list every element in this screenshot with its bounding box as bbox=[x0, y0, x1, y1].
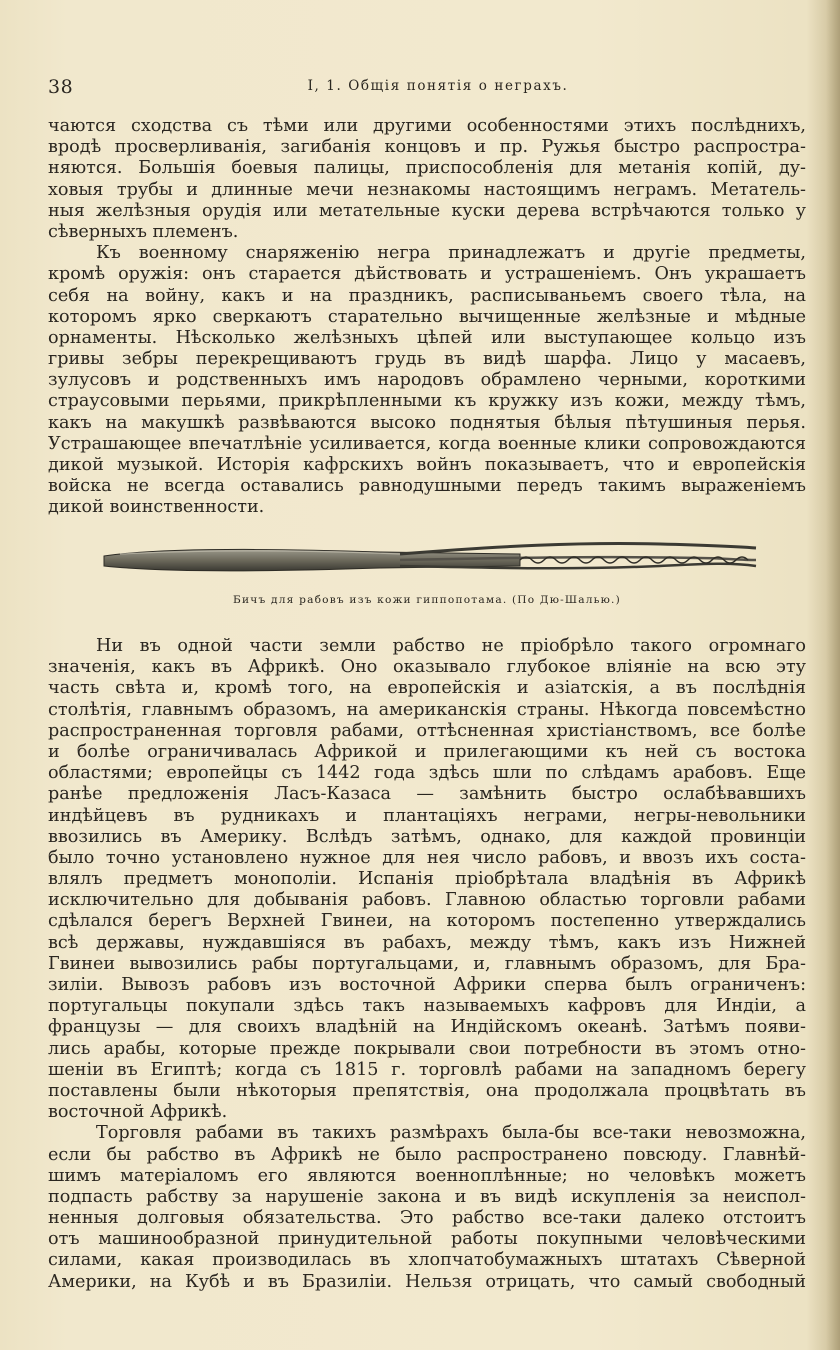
text-line: шеніи въ Египтѣ; когда съ 1815 г. торговлѣ рабами на западномъ берегу bbox=[48, 1059, 806, 1080]
whip-lash-upper bbox=[400, 543, 756, 554]
running-title: I, 1. Общія понятія о неграхъ. bbox=[307, 78, 569, 94]
text-line: если бы рабство въ Африкѣ не было распространено повсюду. Главнѣй- bbox=[48, 1144, 806, 1165]
text-line: дикой музыкой. Исторія кафрскихъ войнъ показываетъ, что и европейскія bbox=[48, 455, 806, 475]
text-line: исключительно для добыванія рабовъ. Главною областью торговли рабами bbox=[48, 890, 806, 911]
text-line: было точно установлено нужное для нея число рабовъ, и ввозъ ихъ соста- bbox=[48, 847, 806, 868]
text-line: зулусовъ и родственныхъ имъ народовъ обрамлено черными, короткими bbox=[48, 370, 806, 391]
whip-illustration bbox=[100, 536, 760, 582]
text-line: ховыя трубы и длинные мечи незнакомы настоящимъ неграмъ. Метатель- bbox=[48, 179, 806, 200]
text-line: Торговля рабами въ такихъ размѣрахъ была-бы все-таки невозможна, bbox=[96, 1123, 806, 1144]
text-line: Америки, на Кубѣ и въ Бразиліи. Нельзя отрицать, что самый свободный bbox=[48, 1271, 806, 1292]
text-line: столѣтія, главнымъ образомъ, на американскія страны. Нѣкогда повсемѣстно bbox=[48, 699, 806, 720]
text-line: Къ военному снаряженію негра принадлежатъ и другіе предметы, bbox=[96, 243, 806, 264]
text-block-slavery bbox=[48, 636, 806, 1293]
text-line: дикой воинственности. bbox=[48, 497, 265, 518]
text-line: часть свѣта и, кромѣ того, на европейскія и азіатскія, а въ послѣднія bbox=[48, 678, 806, 699]
text-line: влялъ предметъ монополіи. Испанія пріобрѣтала владѣнія въ Африкѣ bbox=[48, 869, 806, 890]
text-line: которомъ ярко сверкаютъ старательно вычищенные желѣзные и мѣдные bbox=[48, 306, 806, 327]
text-line: Устрашающее впечатлѣніе усиливается, когда военные клики сопровождаются bbox=[48, 433, 806, 454]
text-line: зиліи. Вывозъ рабовъ изъ восточной Африки сперва былъ ограниченъ: bbox=[48, 975, 806, 995]
text-line: областями; европейцы съ 1442 года здѣсь шли по слѣдамъ арабовъ. Еще bbox=[48, 763, 806, 784]
text-line: шимъ матеріаломъ его являются военноплѣнные; но человѣкъ можетъ bbox=[48, 1165, 806, 1186]
text-line: вродѣ просверливанія, загибанія концовъ и пр. Ружья быстро распростра- bbox=[48, 137, 806, 158]
text-line: восточной Африкѣ. bbox=[48, 1102, 228, 1123]
page-header bbox=[48, 76, 808, 102]
text-line: и болѣе ограничивалась Африкой и прилегающими къ ней съ востока bbox=[48, 741, 806, 762]
text-line: значенія, какъ въ Африкѣ. Оно оказывало глубокое вліяніе на всю эту bbox=[48, 657, 806, 678]
text-line: чаются сходства съ тѣми или другими особенностями этихъ послѣднихъ, bbox=[48, 116, 806, 136]
text-line: кромѣ оружія: онъ старается дѣйствовать и устрашеніемъ. Онъ украшаетъ bbox=[48, 264, 806, 285]
text-line: поставлены были нѣкоторыя препятствія, она продолжала процвѣтать въ bbox=[48, 1080, 806, 1101]
text-line: португальцы покупали здѣсь такъ называемыхъ кафровъ для Индіи, а bbox=[48, 996, 806, 1017]
text-line: распространенная торговля рабами, оттѣсненная христіанствомъ, все болѣе bbox=[48, 720, 806, 741]
text-line: ввозились въ Америку. Вслѣдъ затѣмъ, однако, для каждой провинціи bbox=[48, 826, 806, 847]
text-line: ранѣе предложенія Ласъ-Казаса — замѣнить быстро ослабѣвавшихъ bbox=[48, 784, 806, 805]
text-line: няются. Большія боевыя палицы, приспособленія для метанія копій, ду- bbox=[48, 158, 806, 179]
text-line: лись арабы, которые прежде покрывали свои потребности въ этомъ отно- bbox=[48, 1038, 806, 1059]
text-line: сдѣлался берегъ Верхней Гвинеи, на которомъ постепенно утверждались bbox=[48, 911, 806, 932]
text-line: силами, какая производилась въ хлопчатобумажныхъ штатахъ Сѣверной bbox=[48, 1250, 806, 1271]
text-line: какъ на макушкѣ развѣваются высоко поднятыя бѣлыя пѣтушиныя перья. bbox=[48, 412, 806, 433]
text-line: войска не всегда оставались равнодушными передъ такимъ выраженіемъ bbox=[48, 476, 806, 497]
text-line: ныя желѣзныя орудія или метательные куски дерева встрѣчаются только у bbox=[48, 200, 806, 221]
figure-caption: Бичъ для рабовъ изъ кожи гиппопотама. (По Дю-Шалью.) bbox=[233, 594, 621, 606]
text-line: гривы зебры перекрещиваютъ грудь въ видѣ шарфа. Лицо у масаевъ, bbox=[48, 349, 806, 370]
text-line: ненныя долговыя обязательства. Это рабство все-таки далеко отстоитъ bbox=[48, 1208, 806, 1229]
page-number: 38 bbox=[48, 76, 74, 98]
text-line: индѣйцевъ въ рудникахъ и плантаціяхъ неграми, негры-невольники bbox=[48, 805, 806, 826]
text-line: отъ машинообразной принудительной работы покупными человѣческими bbox=[48, 1229, 806, 1250]
text-line: Ни въ одной части земли рабство не пріобрѣло такого огромнаго bbox=[96, 636, 806, 656]
page-edge-shadow bbox=[826, 0, 840, 1350]
text-line: страусовыми перьями, прикрѣпленными къ кружку изъ кожи, между тѣмъ, bbox=[48, 391, 806, 412]
text-line: всѣ державы, нуждавшіяся въ рабахъ, между тѣмъ, какъ изъ Нижней bbox=[48, 932, 806, 953]
text-line: сѣверныхъ племенъ. bbox=[48, 221, 239, 242]
text-line: себя на войну, какъ и на праздникъ, расписываньемъ своего тѣла, на bbox=[48, 285, 806, 306]
text-line: подпасть рабству за нарушеніе закона и въ видѣ искупленія за неиспол- bbox=[48, 1186, 806, 1207]
text-block-weapons bbox=[48, 116, 806, 519]
text-line: орнаменты. Нѣсколько желѣзныхъ цѣпей или выступающее кольцо изъ bbox=[48, 327, 806, 348]
text-line: французы — для своихъ владѣній на Индійскомъ океанѣ. Затѣмъ появи- bbox=[48, 1017, 806, 1038]
text-line: Гвинеи вывозились рабы португальцами, и, главнымъ образомъ, для Бра- bbox=[48, 953, 806, 974]
